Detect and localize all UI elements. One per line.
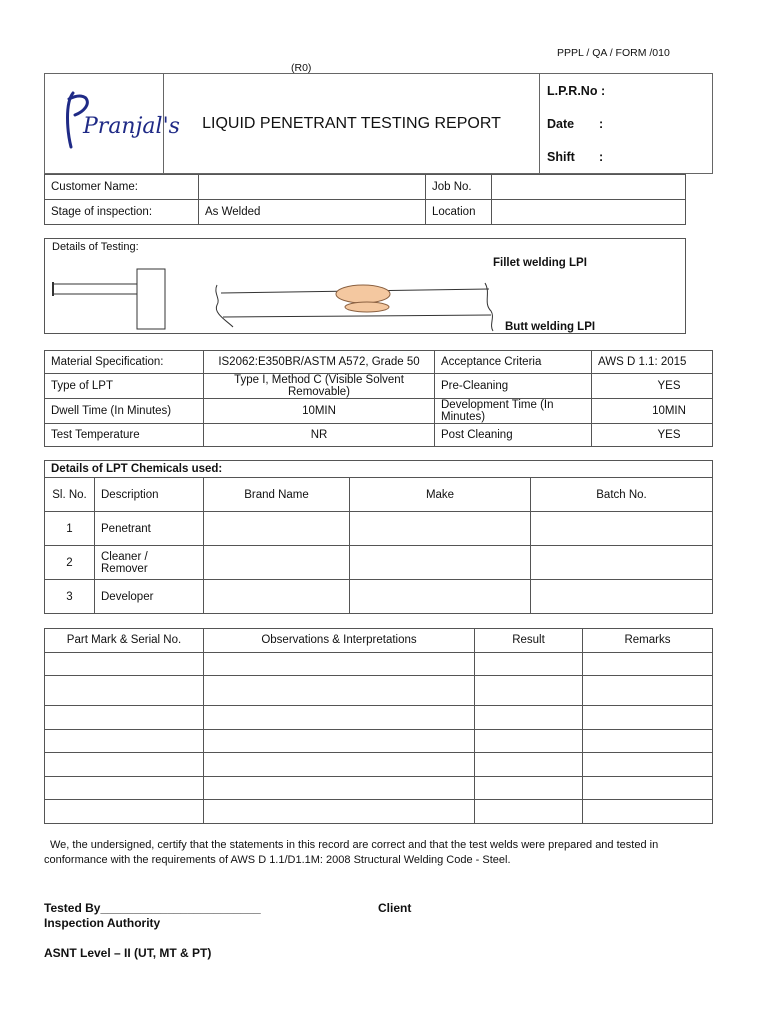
material-row — [45, 424, 713, 447]
material-table — [44, 350, 713, 447]
stage-label: Stage of inspection: — [45, 200, 199, 225]
material-row — [45, 374, 713, 399]
inspection-authority-label: Inspection Authority — [44, 916, 161, 930]
lpt-type-label: Type of LPT — [45, 374, 204, 399]
revision-label: (R0) — [291, 62, 312, 74]
observation-row[interactable] — [45, 729, 713, 753]
post-cleaning-label: Post Cleaning — [435, 424, 592, 447]
chemicals-table — [44, 460, 713, 614]
weld-diagram-icon — [45, 239, 685, 333]
column-header: Brand Name — [204, 478, 350, 512]
column-header: Description — [95, 478, 204, 512]
sl-no-cell: 2 — [45, 546, 95, 580]
report-meta — [540, 74, 713, 174]
column-header: Observations & Interpretations — [204, 629, 475, 653]
test-temperature-value: NR — [204, 424, 435, 447]
make-cell[interactable] — [350, 580, 531, 614]
fillet-welding-label: Fillet welding LPI — [493, 257, 587, 269]
column-header: Part Mark & Serial No. — [45, 629, 204, 653]
butt-welding-label: Butt welding LPI — [505, 321, 596, 333]
material-spec-value: IS2062:E350BR/ASTM A572, Grade 50 — [204, 351, 435, 374]
logo-text: Pranjal's — [83, 114, 180, 139]
sl-no-cell: 1 — [45, 512, 95, 546]
development-time-label: Development Time (In Minutes) — [435, 399, 592, 424]
job-no-field[interactable] — [492, 175, 686, 200]
client-label: Client — [378, 901, 412, 915]
stage-value[interactable]: As Welded — [199, 200, 426, 225]
description-cell: Cleaner / Remover — [95, 546, 204, 580]
observation-row[interactable] — [45, 676, 713, 706]
brand-name-cell[interactable] — [204, 546, 350, 580]
customer-name-label: Customer Name: — [45, 175, 199, 200]
dwell-time-value: 10MIN — [204, 399, 435, 424]
acceptance-criteria-value: AWS D 1.1: 2015 — [592, 351, 713, 374]
certification-statement: We, the undersigned, certify that the statements in this record are correct and that the test welds were prepared and tested in conformance with the requirements of AWS D 1.1/D1.1M: 2008 Structural Welding Code - Steel. — [44, 839, 659, 866]
report-header — [44, 73, 713, 174]
location-field[interactable] — [492, 200, 686, 225]
customer-name-field[interactable] — [199, 175, 426, 200]
form-number: PPPL / QA / FORM /010 — [557, 47, 670, 59]
material-row — [45, 351, 713, 374]
column-header: Remarks — [583, 629, 713, 653]
material-spec-label: Material Specification: — [45, 351, 204, 374]
chemical-row — [45, 580, 713, 614]
logo — [45, 74, 180, 174]
observation-row[interactable] — [45, 706, 713, 730]
column-header: Result — [475, 629, 583, 653]
company-logo-icon — [59, 85, 180, 159]
observation-row[interactable] — [45, 652, 713, 676]
pre-cleaning-label: Pre-Cleaning — [435, 374, 592, 399]
lpr-no-label: L.P.R.No : — [547, 83, 606, 98]
chemical-row — [45, 512, 713, 546]
make-cell[interactable] — [350, 512, 531, 546]
acceptance-criteria-label: Acceptance Criteria — [435, 351, 592, 374]
post-cleaning-value: YES — [592, 424, 713, 447]
testing-details-label: Details of Testing: — [52, 241, 139, 253]
observations-table — [44, 628, 713, 824]
description-cell: Penetrant — [95, 512, 204, 546]
brand-name-cell[interactable] — [204, 580, 350, 614]
date-label: Date — [547, 116, 575, 131]
column-header: Make — [350, 478, 531, 512]
batch-no-cell[interactable] — [531, 546, 713, 580]
make-cell[interactable] — [350, 546, 531, 580]
lpt-type-value: Type I, Method C (Visible Solvent Removable) — [204, 374, 435, 399]
shift-label: Shift — [547, 149, 575, 164]
job-no-label: Job No. — [426, 175, 492, 200]
customer-table — [44, 174, 686, 225]
brand-name-cell[interactable] — [204, 512, 350, 546]
shift-colon: : — [599, 149, 604, 164]
test-temperature-label: Test Temperature — [45, 424, 204, 447]
observations-header-row — [45, 629, 713, 653]
batch-no-cell[interactable] — [531, 512, 713, 546]
batch-no-cell[interactable] — [531, 580, 713, 614]
date-colon: : — [599, 116, 604, 131]
chemical-row — [45, 546, 713, 580]
report-title: LIQUID PENETRANT TESTING REPORT — [164, 74, 540, 174]
testing-details-box — [44, 238, 686, 334]
material-row — [45, 399, 713, 424]
asnt-level-label: ASNT Level – II (UT, MT & PT) — [44, 946, 212, 960]
observation-row[interactable] — [45, 800, 713, 824]
chemicals-caption: Details of LPT Chemicals used: — [45, 461, 713, 478]
column-header: Batch No. — [531, 478, 713, 512]
sl-no-cell: 3 — [45, 580, 95, 614]
description-cell: Developer — [95, 580, 204, 614]
development-time-value: 10MIN — [592, 399, 713, 424]
pre-cleaning-value: YES — [592, 374, 713, 399]
chemicals-header-row — [45, 478, 713, 512]
tested-by-line: Tested By________________________ — [44, 901, 261, 915]
observation-row[interactable] — [45, 776, 713, 800]
dwell-time-label: Dwell Time (In Minutes) — [45, 399, 204, 424]
column-header: Sl. No. — [45, 478, 95, 512]
observation-row[interactable] — [45, 753, 713, 777]
location-label: Location — [426, 200, 492, 225]
